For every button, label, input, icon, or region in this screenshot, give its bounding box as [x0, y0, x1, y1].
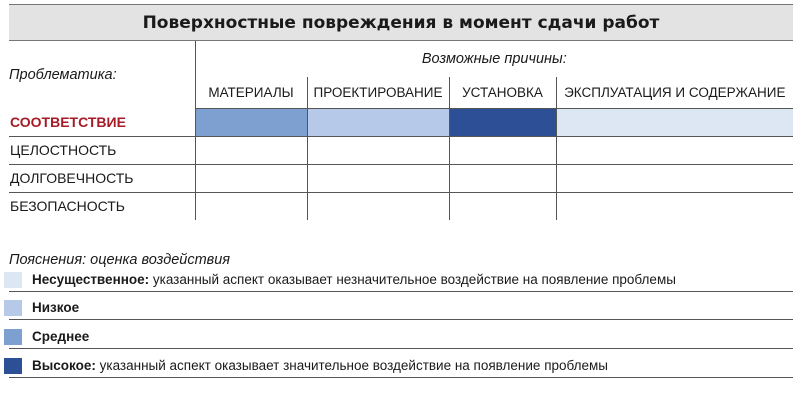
table-row: [9, 108, 793, 136]
legend-description: указанный аспект оказывает незначительное воздействие на появление проблемы: [149, 272, 676, 287]
legend-description: указанный аспект оказывает значительное воздействие на появление проблемы: [95, 358, 609, 373]
row-label: ЦЕЛОСТНОСТЬ: [9, 136, 195, 164]
row-label: ДОЛГОВЕЧНОСТЬ: [9, 164, 195, 192]
divider: [9, 319, 793, 320]
impact-cell: [195, 192, 307, 220]
column-header: УСТАНОВКА: [449, 77, 556, 108]
impact-cell: [195, 108, 307, 136]
column-header: ПРОЕКТИРОВАНИЕ: [307, 77, 449, 108]
problem-header: Проблематика:: [9, 66, 117, 83]
legend-label: Высокое:: [32, 358, 96, 373]
row-label: БЕЗОПАСНОСТЬ: [10, 198, 125, 215]
legend-item: [0, 356, 800, 378]
legend-item: [0, 327, 800, 349]
impact-cell: [307, 164, 449, 192]
impact-cell: [556, 136, 793, 164]
impact-cell: [195, 136, 307, 164]
table-row: [9, 192, 793, 220]
column-header: ЭКСПЛУАТАЦИЯ И СОДЕРЖАНИЕ: [556, 77, 793, 108]
impact-cell: [449, 108, 556, 136]
color-swatch: [4, 329, 22, 345]
impact-cell: [307, 192, 449, 220]
legend-item: [0, 270, 800, 292]
impact-cell: [449, 164, 556, 192]
legend-label: Среднее: [32, 329, 90, 344]
color-swatch: [4, 272, 22, 288]
color-swatch: [4, 300, 22, 316]
divider: [9, 377, 793, 378]
divider: [9, 348, 793, 349]
impact-cell: [556, 164, 793, 192]
impact-cell: [307, 108, 449, 136]
column-header: МАТЕРИАЛЫ: [195, 77, 307, 108]
legend-label: Несущественное:: [32, 272, 150, 287]
impact-cell: [556, 192, 793, 220]
color-swatch: [4, 358, 22, 374]
legend-title: Пояснения: оценка воздействия: [9, 252, 231, 268]
impact-matrix: [9, 41, 793, 220]
divider: [9, 291, 793, 292]
page-title: Поверхностные повреждения в момент сдачи работ: [9, 4, 793, 41]
impact-cell: [449, 136, 556, 164]
table-row: [9, 164, 793, 192]
row-label: СООТВЕТСТВИЕ: [9, 108, 195, 136]
impact-cell: [195, 164, 307, 192]
legend-item: [0, 298, 800, 320]
legend-label: Низкое: [32, 300, 80, 315]
impact-cell: [449, 192, 556, 220]
impact-cell: [307, 136, 449, 164]
impact-cell: [556, 108, 793, 136]
causes-header: Возможные причины:: [195, 41, 793, 77]
table-row: [9, 136, 793, 164]
